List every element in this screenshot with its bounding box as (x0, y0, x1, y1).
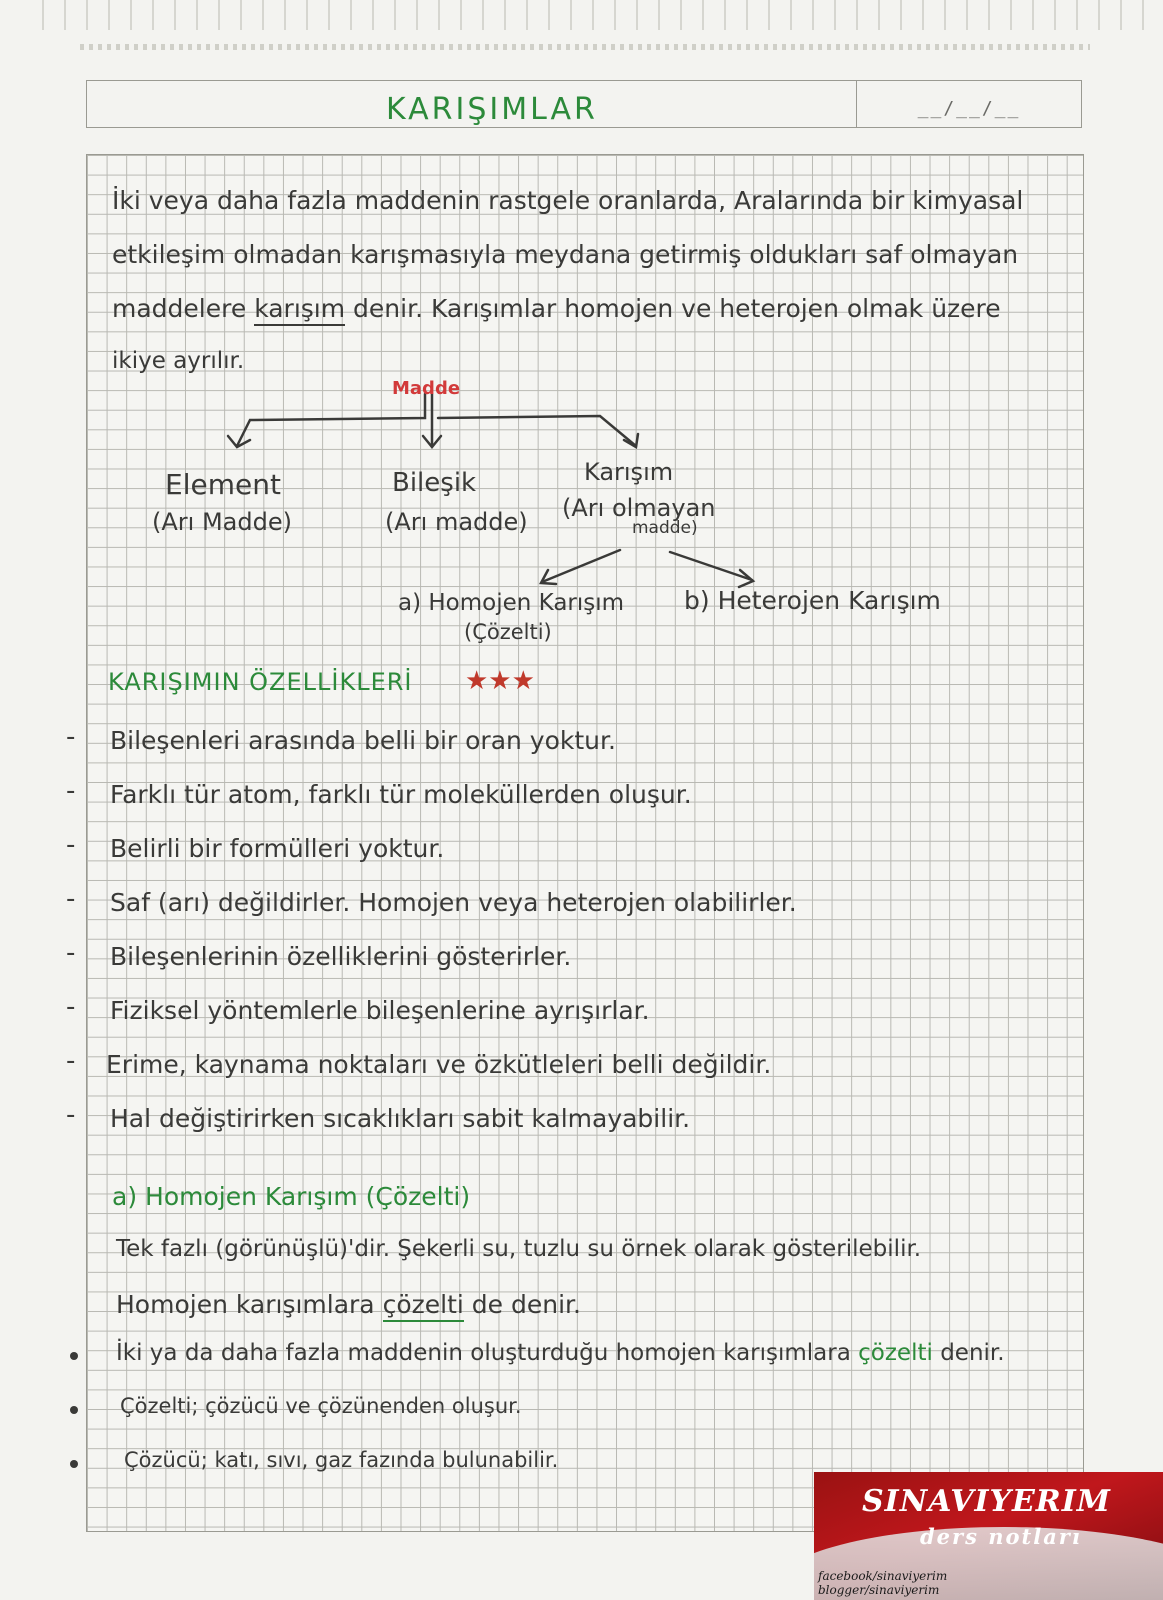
term-karisim: karışım (254, 294, 345, 326)
homojen-line-2-post: de denir. (471, 1290, 581, 1319)
property-item: Hal değiştirirken sıcaklıkları sabit kalmayabilir. (110, 1104, 691, 1133)
homojen-heading: a) Homojen Karışım (Çözelti) (112, 1182, 471, 1211)
diagram-heterojen: b) Heterojen Karışım (684, 586, 941, 615)
diagram-element-sub: (Arı Madde) (152, 508, 292, 536)
dash-icon: - (66, 938, 76, 968)
property-item: Bileşenleri arasında belli bir oran yoktur. (110, 726, 616, 755)
diagram-karisim: Karışım (584, 458, 674, 486)
property-item: Bileşenlerinin özelliklerini gösterirler. (110, 942, 572, 971)
watermark-subtitle: ders notları (920, 1524, 1082, 1549)
diagram-bilesik-sub: (Arı madde) (385, 508, 528, 536)
dash-icon: - (66, 1100, 76, 1130)
perforation-line (80, 44, 1090, 50)
diagram-karisim-sub: (Arı olmayan (562, 494, 716, 522)
intro-line-3 (112, 294, 1001, 323)
property-item: Fiziksel yöntemlerle bileşenlerine ayrışırlar. (110, 996, 650, 1025)
diagram-homojen: a) Homojen Karışım (398, 590, 625, 616)
dash-icon: - (66, 830, 76, 860)
spiral-binding (30, 0, 1150, 30)
dash-icon: - (66, 1046, 76, 1076)
bullet-text: İki ya da daha fazla maddenin oluşturduğu homojen karışımlara (116, 1340, 851, 1366)
property-item: Belirli bir formülleri yoktur. (110, 834, 445, 863)
intro-line-1: İki veya daha fazla maddenin rastgele oranlarda, Aralarında bir kimyasal (112, 186, 1024, 215)
stars-icon: ★★★ (465, 666, 535, 696)
blogger-link[interactable]: blogger/sinaviyerim (818, 1583, 940, 1597)
bullet-post: denir. (940, 1340, 1005, 1366)
watermark-banner (814, 1472, 1163, 1600)
homojen-line-1: Tek fazlı (görünüşlü)'dir. Şekerli su, tuzlu su örnek olarak gösterilebilir. (116, 1236, 922, 1262)
page-title: KARIŞIMLAR (386, 92, 598, 127)
dash-icon: - (66, 722, 76, 752)
bullet-term: çözelti (858, 1340, 933, 1366)
diagram-element: Element (165, 468, 281, 501)
homojen-line-2-pre: Homojen karışımlara (116, 1290, 375, 1319)
homojen-line-2 (116, 1290, 581, 1319)
date-field: __/__/__ (856, 81, 1081, 127)
bullet-icon (70, 1460, 78, 1468)
property-item: Erime, kaynama noktaları ve özkütleleri belli değildir. (106, 1050, 772, 1079)
diagram-root: Madde (392, 378, 461, 399)
bullet-icon (70, 1352, 78, 1360)
intro-line-3-pre: maddelere (112, 294, 247, 323)
intro-line-3-post: denir. Karışımlar homojen ve heterojen olmak üzere (353, 294, 1001, 323)
diagram-homojen-sub: (Çözelti) (464, 620, 552, 644)
properties-heading: KARIŞIMIN ÖZELLİKLERİ (108, 668, 413, 696)
property-item: Farklı tür atom, farklı tür moleküllerden oluşur. (110, 780, 692, 809)
property-item: Saf (arı) değildirler. Homojen veya heterojen olabilirler. (110, 888, 797, 917)
watermark-title: SINAVIYERIM (862, 1484, 1111, 1519)
intro-line-2: etkileşim olmadan karışmasıyla meydana getirmiş oldukları saf olmayan (112, 240, 1019, 269)
homojen-bullet: Çözücü; katı, sıvı, gaz fazında bulunabilir. (124, 1448, 559, 1472)
intro-line-4: ikiye ayrılır. (112, 348, 245, 374)
facebook-link[interactable]: facebook/sinaviyerim (818, 1569, 948, 1583)
homojen-bullet: Çözelti; çözücü ve çözünenden oluşur. (120, 1394, 522, 1418)
term-cozelti: çözelti (383, 1290, 464, 1322)
homojen-bullet (116, 1340, 1005, 1366)
dash-icon: - (66, 776, 76, 806)
dash-icon: - (66, 884, 76, 914)
diagram-bilesik: Bileşik (392, 468, 477, 498)
bullet-icon (70, 1406, 78, 1414)
dash-icon: - (66, 992, 76, 1022)
diagram-karisim-sub2: madde) (632, 518, 698, 538)
